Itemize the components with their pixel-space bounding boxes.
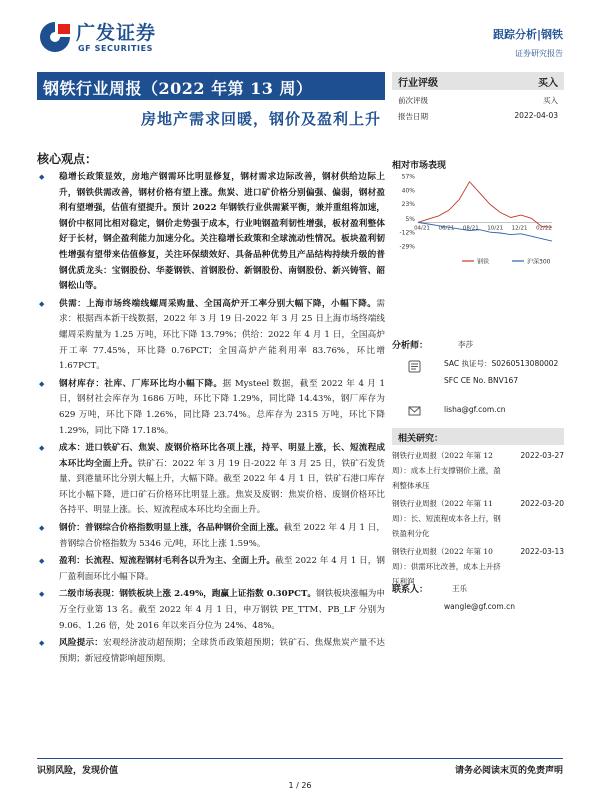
company-logo [38,18,170,60]
research-title: 钢铁行业周报（2022 年第 12 周）：成本上行支撑钢价上涨，盈利整体承压 [392,451,501,490]
core-content [37,168,385,667]
sfc-number: SFC CE No. BNV167 [444,376,519,385]
report-date-value: 2022-04-03 [514,111,558,120]
x-tick-label: 06/21 [438,225,455,232]
bullet-lead: 稳增长政策显效，房地产钢需环比明显修复，钢材需求边际改善，钢材供给边际上升，钢铁供需改善，钢材价格有望上涨。焦炭、进口矿价格分别偏强、偏弱，钢材盈利有望增强，估值有望提升。预计 2022 年钢铁行业供需紧平衡，兼并重组将加速，钢价中枢同比相对稳定，钢价走势强于成本，行业吨钢盈利韧性增强，板材盈利整体好于长材，钢企盈利能力加速分化。关注稳增长政策和全球流动性情况。板块盈利韧性增强有望带来估值修复，关注环保绩效好、具备品种优势且产品结构持续升级的普钢优质龙头：宝钢股份、华菱钢铁、首钢股份、新钢股份、南钢股份、新兴铸管、韶钢松山等。 [59,172,385,292]
y-tick-label: 23% [401,201,415,209]
y-tick-label: 57% [401,173,415,181]
research-date: 2022-03-13 [520,547,564,556]
footer-disclaimer: 请务必阅读末页的免责声明 [454,766,563,776]
legend-label: 钢铁 [477,258,490,266]
bullet-text: 据 Mysteel 数据，截至 2022 年 4 月 1 日，钢材社会库存为 1686 万吨，环比下降 1.29%，同比降 14.43%，钢厂库存为 629 万吨，环比下降 1.26%，同比降 23.74%。总库存为 2315 万吨，环比下降 1.29%，同比下降 17.18%。 [59,378,385,436]
x-tick-label: 04/21 [414,225,430,232]
research-date: 2022-03-20 [520,499,564,508]
research-heading: 相关研究： [392,428,564,445]
email-icon [408,404,421,417]
chart-svg [392,168,564,268]
rating-value: 买入 [538,77,558,89]
prev-rating-label: 前次评级 [398,96,428,105]
x-tick-label: 12/21 [511,225,528,232]
bullet-text: 铁矿石：2022 年 3 月 19 日-2022 年 3 月 25 日，铁矿石发货量、到港量环比分别大幅上升，大幅下降。截至 2022 年 4 月 1 日，铁矿石港口库存环比小幅下降，进口矿石价格环比明显上涨。焦炭及废钢：焦炭价格、废钢价格环比各持平、明显上涨。长、短流程成本环比均全面上升。 [59,458,385,516]
analyst-name: 李莎 [458,340,473,349]
y-tick-label: 40% [401,187,415,195]
prev-rating-row [392,95,564,106]
page-header [0,0,600,72]
logo-text-cn: 广发证券 [76,22,157,44]
sac-number: SAC 执证号：S0260513080002 [444,359,559,368]
page-title: 钢铁行业周报（2022 年第 13 周） [37,72,385,100]
core-heading: 核心观点： [37,152,98,166]
series-line [418,182,552,228]
bullet-lead: 盈利：长流程、短流程钢材毛利各以升为主、全面上升。 [59,556,276,567]
bullet-text: 截至 2022 年 4 月 1 日，钢厂盈利面环比小幅下降。 [59,556,385,582]
y-tick-label: -29% [399,243,415,251]
logo-text-en: GF SECURITIES [78,44,154,53]
rating-bar [392,72,564,90]
bullet-item [37,377,385,439]
analyst-label: 分析师： [392,341,429,351]
bullet-text: 宏观经济波动超预期；全球货币政策超预期；铁矿石、焦煤焦炭产量不达预期；新冠疫情影响超预期。 [59,638,385,664]
id-card-icon [408,360,421,373]
bullet-lead: 成本：进口铁矿石、焦炭、废钢价格环比各项上涨，持平、明显上涨，长、短流程成本环比均全面上升。 [59,443,385,469]
x-tick-label: 08/21 [462,225,479,232]
research-date: 2022-03-27 [520,451,564,460]
page-number: 1 / 26 [288,781,312,790]
bullet-text: 钢铁板块涨幅为申万全行业第 13 名。截至 2022 年 4 月 1 日，申万钢铁 PE_TTM、PB_LF 分别为 9.06、1.26 倍，处 2016 年以来百分位为 24%、48%。 [59,589,385,631]
y-tick-label: -12% [399,229,415,237]
footer-slogan: 识别风险，发现价值 [37,766,119,776]
series-line [418,222,552,241]
x-tick-label: 02/22 [536,225,552,232]
gf-logo-icon [38,20,72,54]
footer-divider [37,758,563,759]
research-title: 钢铁行业周报（2022 年第 11 周）：长、短流程成本各上行，钢铁盈利分化 [392,499,501,538]
relative-performance-chart [392,168,564,268]
research-title: 钢铁行业周报（2022 年第 10 周）：供需环比改善，成本上升挤压利润 [392,547,501,586]
contact-email[interactable]: wangle@gf.com.cn [444,602,515,611]
x-tick-label: 10/21 [487,225,504,232]
bullet-text: 需求：根据西本新干线数据，2022 年 3 月 19 日-2022 年 3 月 25 日上海市场终端线螺周采购量为 1.25 万吨，环比下降 13.79%；供给：2022 年 4 月 1 日，全国高炉开工率 77.45%，环比降 0.76PCT；全国高炉产能利用率 83.76%，环比增 1.67PCT。 [59,298,385,372]
analyst-email[interactable]: lisha@gf.com.cn [444,405,506,414]
perf-heading: 相对市场表现 [392,161,447,171]
report-category [493,26,563,59]
bullet-item [37,521,385,552]
y-tick-label: 5% [405,215,415,223]
bullet-lead: 风险提示： [59,638,104,649]
contact-label: 联系人： [392,585,429,595]
bullet-item [37,441,385,519]
legend-label: 沪深300 [527,258,551,266]
prev-rating-value: 买入 [543,96,558,105]
report-date-row [392,111,564,122]
bullet-lead: 供需：上海市场终端线螺周采购量、全国高炉开工率分别大幅下降，小幅下降。 [59,298,377,309]
title-block [37,72,385,144]
research-item[interactable] [392,496,564,541]
bullet-lead: 钢价：普钢综合价格指数明显上涨，各品种钢价全面上涨。 [59,523,284,534]
bullet-text: 截至 2022 年 4 月 1 日，普钢综合价格指数为 5346 元/吨，环比上涨 1.59%。 [59,523,385,549]
report-date-label: 报告日期 [398,112,428,121]
report-kind: 证券研究报告 [515,49,563,58]
bullet-item [37,170,385,295]
bullet-item [37,636,385,667]
page-subtitle: 房地产需求回暖，钢价及盈利上升 [140,110,381,128]
bullet-item [37,297,385,375]
rating-panel [392,72,564,171]
bullet-item [37,587,385,634]
bullet-item [37,554,385,585]
related-research [392,428,564,589]
contact-name: 王乐 [452,584,467,593]
bullet-lead: 二级市场表现：钢铁板块上涨 2.49%，跑赢上证指数 0.30PCT。 [59,589,316,600]
bullet-lead: 钢材库存：社库、厂库环比均小幅下降。 [59,378,223,389]
rating-label: 行业评级 [398,77,438,89]
report-type: 跟踪分析|钢铁 [492,28,563,41]
research-item[interactable] [392,448,564,493]
